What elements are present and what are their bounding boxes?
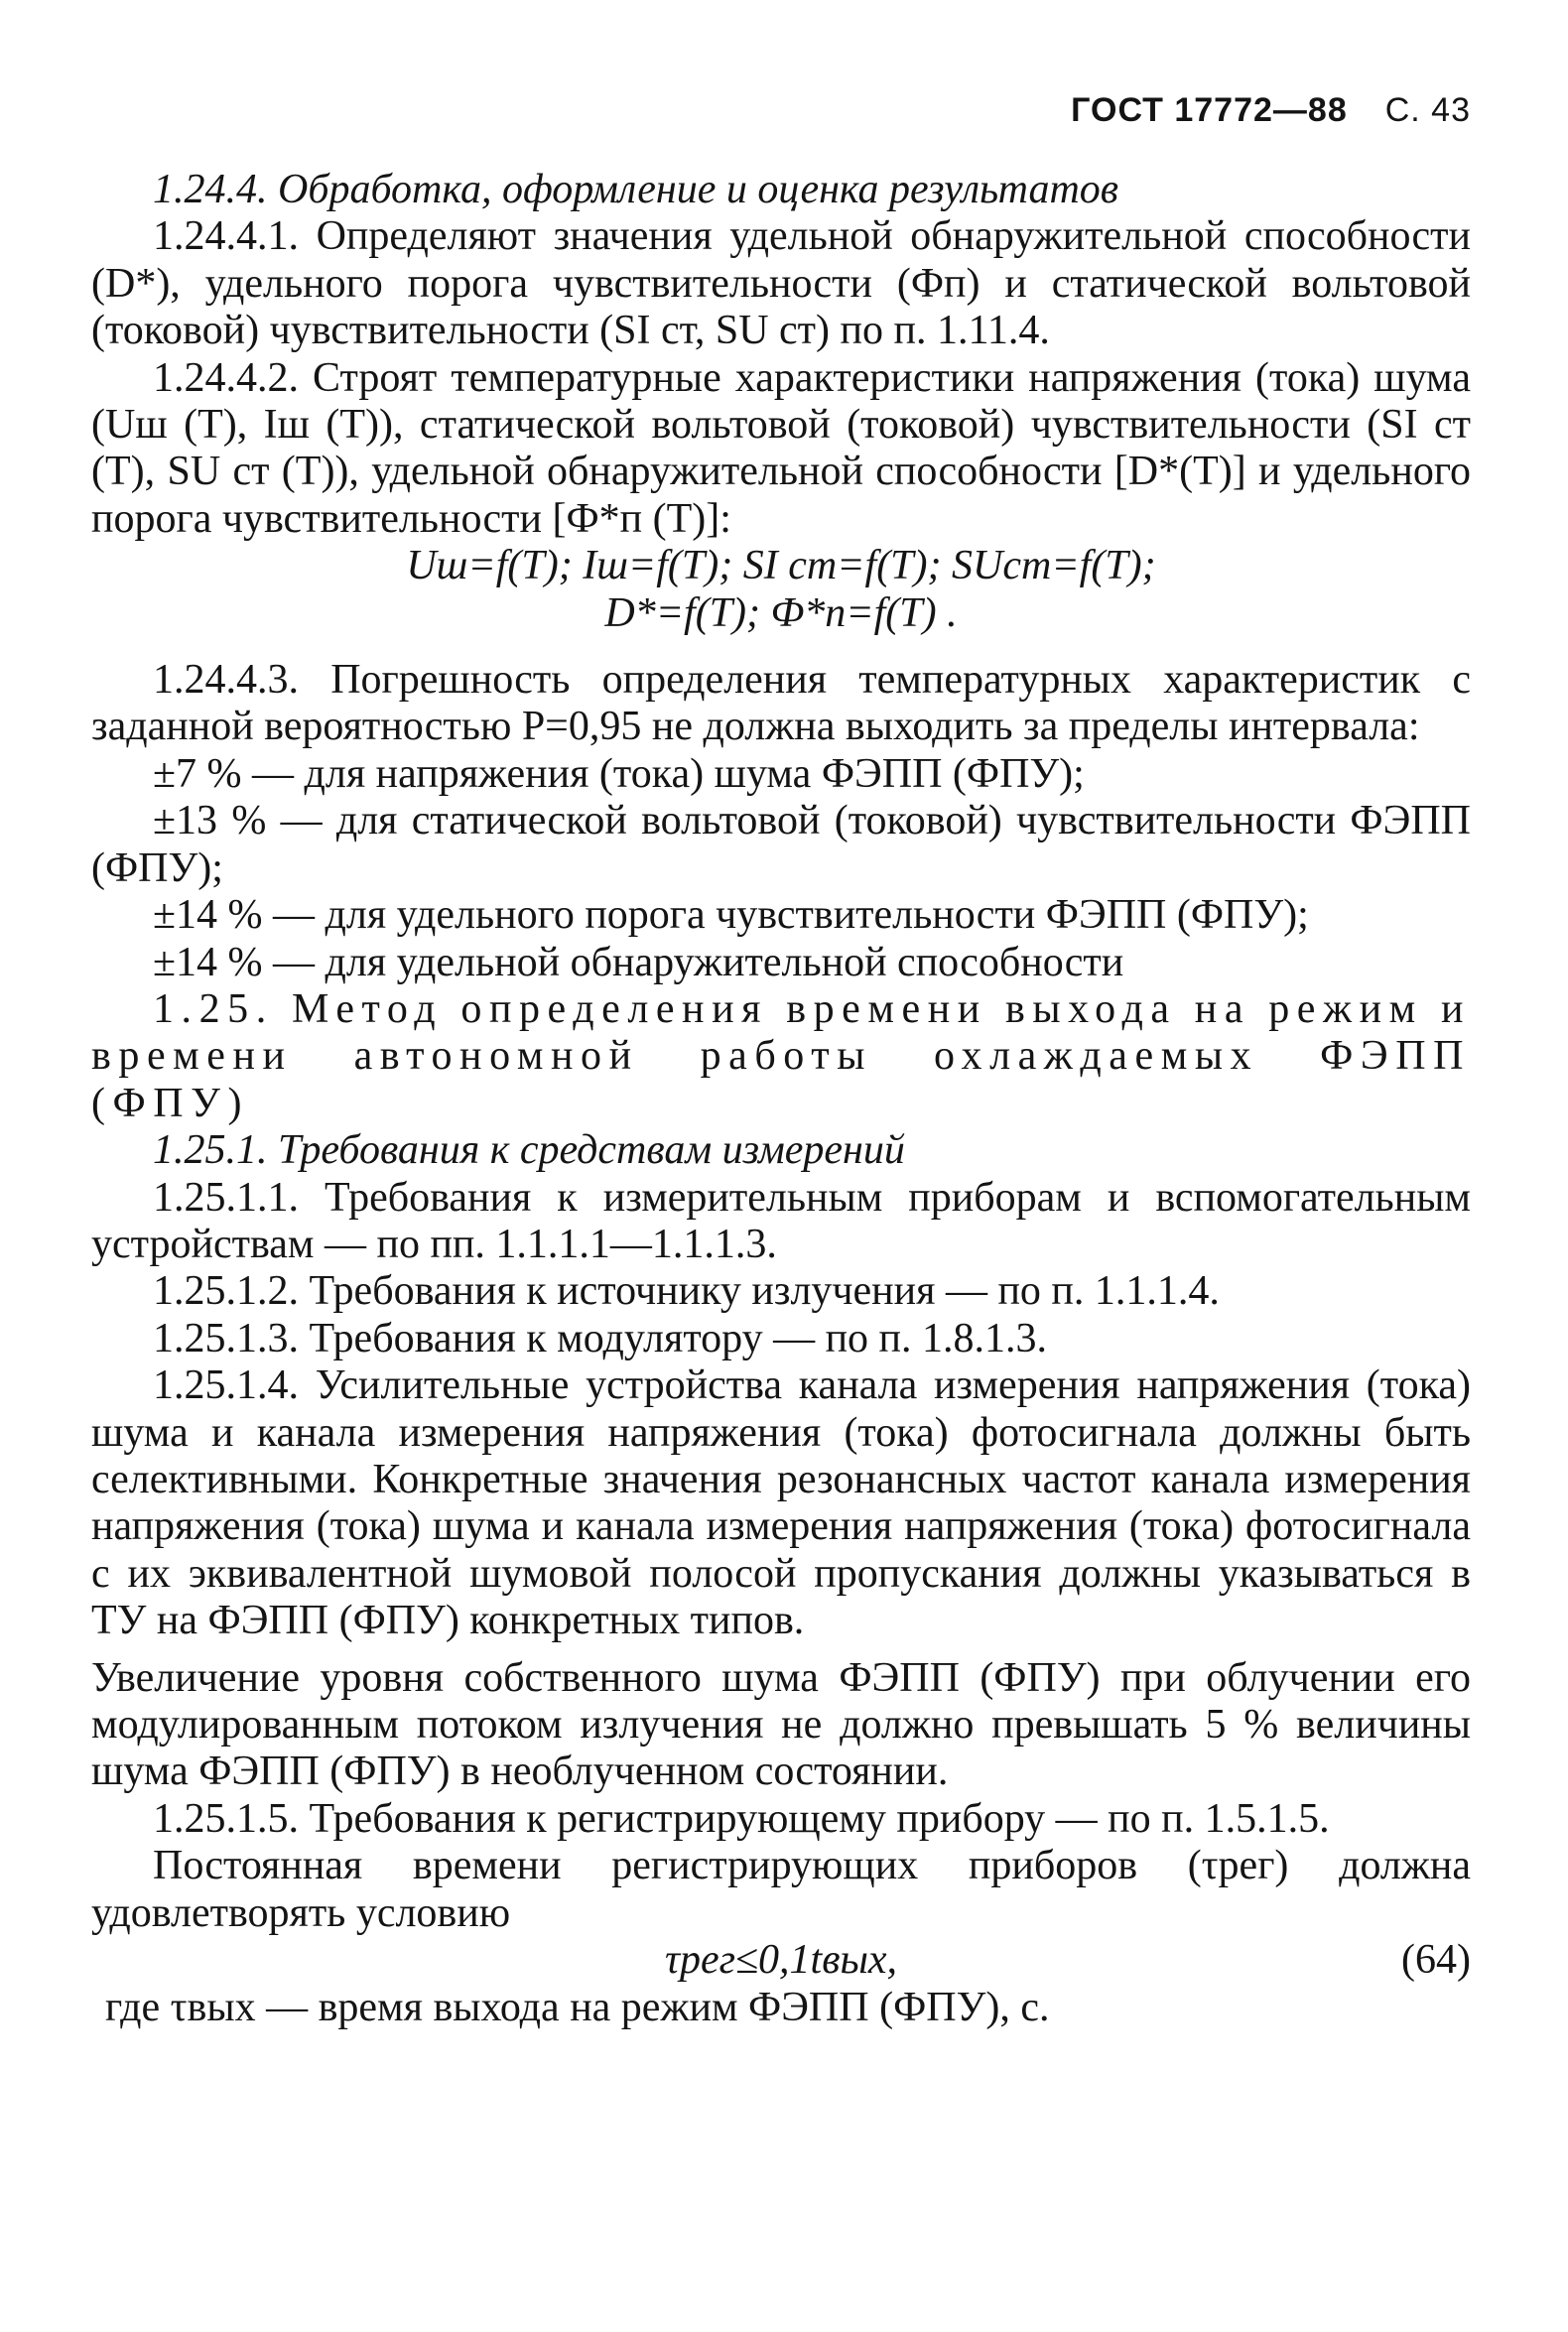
- paragraph: 1.24.4.3. Погрешность определения температурных характеристик с заданной вероятностью P=0,95 не должна выходить за пределы интервала:: [91, 657, 1471, 750]
- paragraph: 1.25.1.5. Требования к регистрирующему прибору — по п. 1.5.1.5.: [153, 1795, 1330, 1842]
- formula-line: Uш=f(T); Iш=f(T); SI ст=f(T); SUст=f(T);: [406, 543, 1156, 589]
- equation-row: [91, 1937, 1471, 1985]
- subsection-heading: 1.24.4. Обработка, оформление и оценка результатов: [153, 167, 1119, 212]
- paragraph: 1.24.4.2. Строят температурные характеристики напряжения (тока) шума (Uш (T), Iш (T)), статической вольтовой (токовой) чувствительности (SI ст (T), SU ст (T)), удельной обнаружительной способности [D*(T)] и удельного порога чувствительности [Ф*п (T)]:: [91, 354, 1471, 542]
- paragraph: 1.25.1.3. Требования к модулятору — по п. 1.8.1.3.: [153, 1315, 1048, 1361]
- standard-number: ГОСТ 17772—88: [1071, 91, 1348, 129]
- tolerance-item: ±14 % — для удельного порога чувствительности ФЭПП (ФПУ);: [153, 892, 1309, 939]
- paragraph: 1.25.1.2. Требования к источнику излучения — по п. 1.1.1.4.: [153, 1268, 1220, 1315]
- tolerance-item: ±13 % — для статической вольтовой (токовой) чувствительности ФЭПП (ФПУ);: [91, 798, 1471, 891]
- subsection-heading: 1.25.1. Требования к средствам измерений: [153, 1127, 905, 1174]
- paragraph: 1.24.4.1. Определяют значения удельной обнаружительной способности (D*), удельного порога чувствительности (Фп) и статической вольтовой (токовой) чувствительности (SI ст, SU ст) по п. 1.11.4.: [91, 213, 1471, 354]
- paragraph: Увеличение уровня собственного шума ФЭПП (ФПУ) при облучении его модулированным потоком излучения не должно превышать 5 % величины шума ФЭПП (ФПУ) в необлученном состоянии.: [91, 1654, 1471, 1795]
- paragraph: где τвых — время выхода на режим ФЭПП (ФПУ), с.: [105, 1985, 1050, 2031]
- paragraph: 1.25.1.1. Требования к измерительным приборам и вспомогательным устройствам — по пп. 1.1.1.1—1.1.1.3.: [91, 1174, 1471, 1267]
- page-number: С. 43: [1384, 91, 1471, 129]
- paragraph: Постоянная времени регистрирующих приборов (τрег) должна удовлетворять условию: [91, 1843, 1471, 1936]
- tolerance-item: ±14 % — для удельной обнаружительной способности: [153, 939, 1124, 985]
- document-page: [91, 81, 1471, 2031]
- page-header: [91, 81, 1471, 139]
- tolerance-item: ±7 % — для напряжения (тока) шума ФЭПП (ФПУ);: [153, 750, 1085, 797]
- equation-number: (64): [1401, 1937, 1471, 1984]
- formula-line: D*=f(T); Ф*п=f(T) .: [604, 589, 958, 636]
- equation: τрег≤0,1tвых,: [664, 1937, 898, 1984]
- paragraph: 1.25.1.4. Усилительные устройства канала измерения напряжения (тока) шума и канала измерения напряжения (тока) фотосигнала должны быть селективными. Конкретные значения резонансных частот канала измерения напряжения (тока) шума и канала измерения напряжения (тока) фотосигнала с их эквивалентной шумовой полосой пропускания должны указываться в ТУ на ФЭПП (ФПУ) конкретных типов.: [91, 1362, 1471, 1644]
- section-title: 1.25. Метод определения времени выхода на режим и времени автономной работы охлаждаемых ФЭПП (ФПУ): [91, 985, 1471, 1126]
